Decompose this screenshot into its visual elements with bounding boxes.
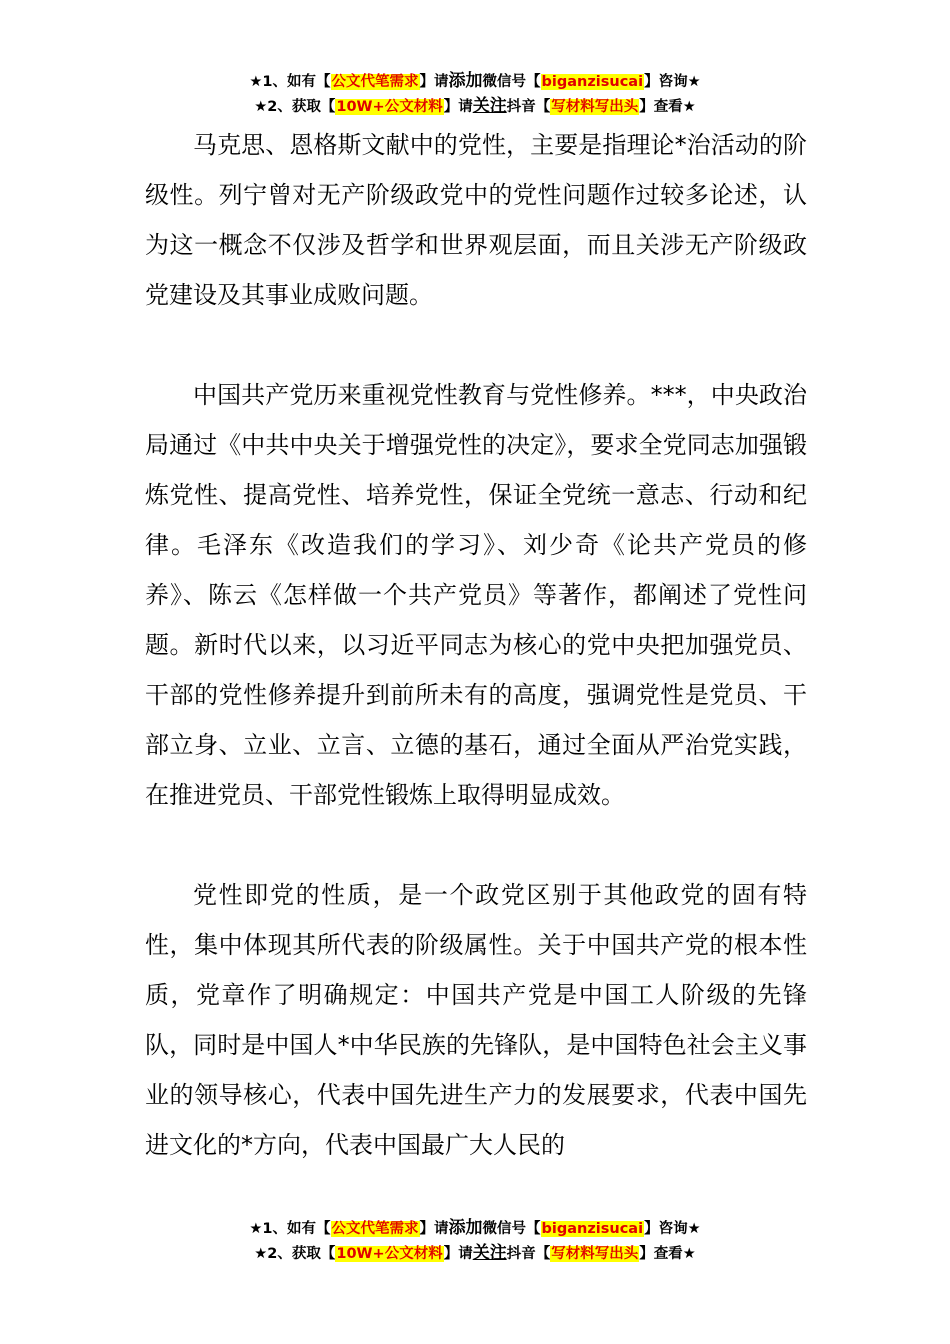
banner-text: 】请 — [419, 74, 449, 90]
paragraph: 马克思、恩格斯文献中的党性，主要是指理论*治活动的阶级性。列宁曾对无产阶级政党中的党性问题作过较多论述，认为这一概念不仅涉及哲学和世界观层面，而且关涉无产阶级政党建设及其事业成败问题。 — [145, 131, 807, 309]
paragraph: 党性即党的性质，是一个政党区别于其他政党的固有特性，集中体现其所代表的阶级属性。关于中国共产党的根本性质，党章作了明确规定：中国共产党是中国工人阶级的先锋队，同时是中国人*中华民族的先锋队，是中国特色社会主义事业的领导核心，代表中国先进生产力的发展要求，代表中国先进文化的*方向，代表中国最广大人民的 — [145, 881, 807, 1159]
banner-text: ★1、如有【 — [249, 74, 331, 90]
banner-text: 】请 — [443, 1246, 473, 1262]
banner-line-2 — [0, 1241, 950, 1266]
banner-text: 抖音【 — [506, 99, 551, 115]
banner-highlight: 写材料写出头 — [551, 1246, 639, 1262]
banner-highlight: biganzisucai — [541, 1221, 644, 1237]
banner-highlight: 10W+公文材料 — [336, 99, 443, 115]
banner-text: 抖音【 — [506, 1246, 551, 1262]
banner-text: 微信号【 — [482, 74, 541, 90]
banner-highlight: 写材料写出头 — [551, 99, 639, 115]
banner-text: 】咨询★ — [644, 1221, 701, 1237]
banner-text: 微信号【 — [482, 1221, 541, 1237]
banner-emphasis: 关注 — [472, 96, 507, 116]
banner-line-1 — [0, 69, 950, 94]
footer-banner — [0, 1216, 950, 1266]
banner-highlight: 公文代笔需求 — [331, 1221, 419, 1237]
banner-text: 】查看★ — [639, 99, 696, 115]
banner-line-2 — [0, 94, 950, 119]
paragraph: 中国共产党历来重视党性教育与党性修养。***，中央政治局通过《中共中央关于增强党性的决定》，要求全党同志加强锻炼党性、提高党性、培养党性，保证全党统一意志、行动和纪律。毛泽东《改造我们的学习》、刘少奇《论共产党员的修养》、陈云《怎样做一个共产党员》等著作，都阐述了党性问题。新时代以来，以习近平同志为核心的党中央把加强党员、干部的党性修养提升到前所未有的高度，强调党性是党员、干部立身、立业、立言、立德的基石，通过全面从严治党实践，在推进党员、干部党性锻炼上取得明显成效。 — [145, 381, 807, 809]
banner-text: 】咨询★ — [644, 74, 701, 90]
banner-highlight: 10W+公文材料 — [336, 1246, 443, 1262]
header-banner — [0, 69, 950, 119]
banner-line-1 — [0, 1216, 950, 1241]
banner-emphasis: 关注 — [472, 1243, 507, 1263]
banner-text: ★2、获取【 — [254, 1246, 336, 1262]
banner-text: 】请 — [443, 99, 473, 115]
banner-text: ★1、如有【 — [249, 1221, 331, 1237]
banner-emphasis: 添加 — [448, 1218, 483, 1238]
banner-highlight: biganzisucai — [541, 74, 644, 90]
banner-text: ★2、获取【 — [254, 99, 336, 115]
banner-text: 】请 — [419, 1221, 449, 1237]
banner-emphasis: 添加 — [448, 71, 483, 91]
document-body — [145, 120, 807, 1170]
banner-text: 】查看★ — [639, 1246, 696, 1262]
banner-highlight: 公文代笔需求 — [331, 74, 419, 90]
